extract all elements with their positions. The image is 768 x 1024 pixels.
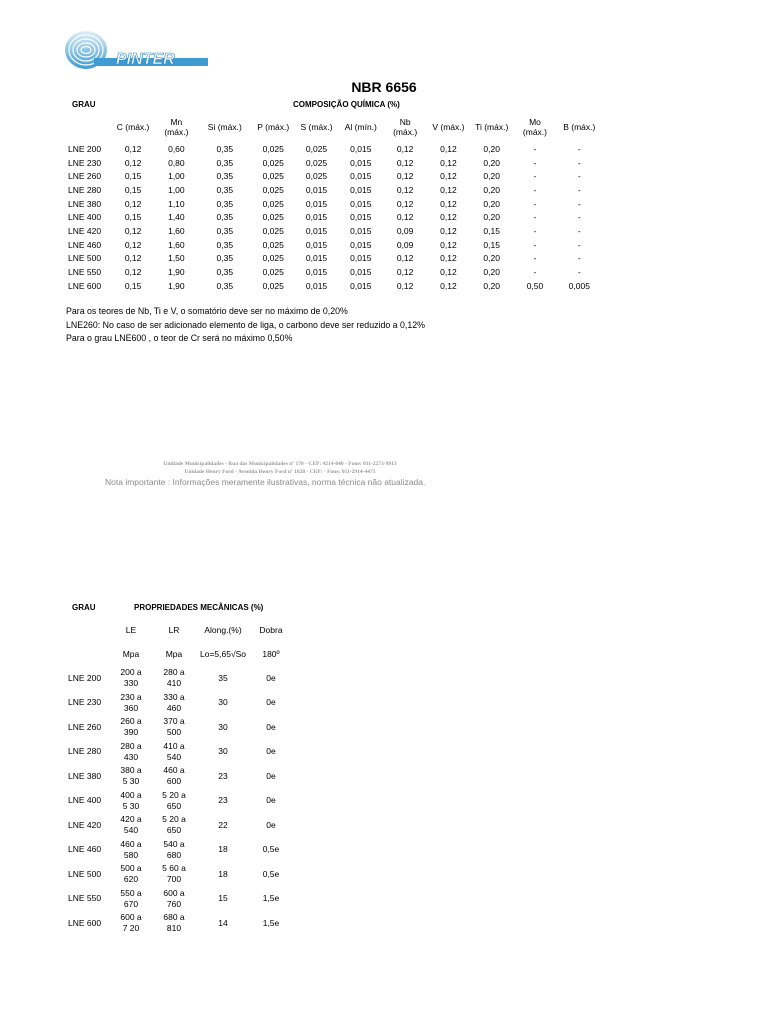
table-cell: 1,90 (168, 280, 185, 291)
grade-cell: LNE 400 (68, 212, 102, 223)
table-cell: 0,15 (124, 171, 142, 182)
column-header: Mo (máx.) (522, 117, 548, 137)
table-cell: 0,15 (124, 212, 142, 223)
address-line: Unidade Henry Ford - Avenida Henry Ford nº 1028 - CEP: - Fone: 011-2914-4471 (184, 469, 376, 475)
table-cell: 0,025 (262, 267, 284, 278)
table-cell: 0,20 (483, 280, 500, 291)
table-cell: 0,35 (216, 212, 234, 223)
table-row (62, 156, 602, 170)
column-header: S (máx.) (300, 122, 333, 132)
table-cell: 0,80 (168, 157, 185, 168)
column-header: LR (168, 625, 180, 635)
table-cell: 380 a 5 30 (120, 765, 142, 787)
table-cell: 0,20 (483, 267, 500, 278)
table-cell: 0,025 (262, 184, 284, 195)
table-cell: 15 (218, 893, 228, 904)
table-cell: 5 20 a 650 (162, 814, 186, 836)
table-cell: 0,015 (350, 239, 372, 250)
table-row (62, 666, 292, 691)
table-cell: 0,35 (216, 184, 234, 195)
table-cell: 0,12 (440, 198, 457, 209)
grade-cell: LNE 460 (68, 844, 102, 855)
table-cell: 0,015 (350, 267, 372, 278)
table-cell: 18 (218, 868, 228, 879)
grade-cell: LNE 260 (68, 721, 102, 732)
table-cell: 0,12 (124, 253, 142, 264)
table-cell: 0e (266, 721, 276, 732)
table-cell: 30 (218, 746, 228, 757)
grade-cell: LNE 200 (68, 672, 102, 683)
table-cell: 0e (266, 770, 276, 781)
table-cell: 1,90 (168, 267, 185, 278)
table-cell: 22 (218, 819, 228, 830)
table-cell: 0e (266, 746, 276, 757)
table-cell: 1,40 (168, 212, 185, 223)
footer-address (120, 460, 440, 476)
table-cell: 0,015 (305, 280, 328, 291)
table-cell: 0,12 (440, 143, 457, 154)
grade-cell: LNE 280 (68, 746, 102, 757)
table-cell: 0,60 (168, 143, 185, 154)
table-cell: 0,20 (483, 253, 500, 264)
table-cell: 410 a 540 (163, 740, 185, 762)
mechanical-properties-table (62, 618, 292, 936)
table-cell: 0,12 (396, 198, 414, 209)
table2-group-label: PROPRIEDADES MECÂNICAS (%) (134, 603, 264, 612)
table-cell: 0,015 (350, 184, 372, 195)
table-row (62, 238, 602, 252)
table-cell: 0,35 (216, 267, 234, 278)
table-cell: 0,12 (440, 239, 457, 250)
table-cell: 0,025 (305, 157, 328, 168)
table-cell: 0,15 (124, 184, 142, 195)
table-cell: 0,12 (440, 280, 457, 291)
grade-cell: LNE 260 (68, 171, 102, 182)
table-cell: 230 a 360 (120, 691, 142, 713)
table-cell: 0,025 (262, 225, 284, 236)
table-cell: 0,12 (396, 280, 414, 291)
table-cell: - (577, 157, 581, 168)
table-row (62, 740, 292, 765)
table-cell: 0,12 (124, 267, 142, 278)
table-cell: 0,025 (262, 157, 284, 168)
table-cell: 0,025 (305, 171, 328, 182)
grade-cell: LNE 420 (68, 225, 102, 236)
table-cell: - (577, 198, 581, 209)
table-cell: 0,025 (262, 143, 284, 154)
table-cell: 0,015 (350, 225, 372, 236)
table-cell: 0,09 (396, 225, 414, 236)
grade-cell: LNE 230 (68, 157, 102, 168)
note-line: LNE260: No caso de ser adicionado elemento de liga, o carbono deve ser reduzido a 0,12% (66, 319, 425, 330)
table-row (62, 911, 292, 936)
grade-cell: LNE 460 (68, 239, 102, 250)
table-cell: - (577, 253, 581, 264)
unit-header: 180º (262, 649, 280, 659)
page-title: NBR 6656 (351, 79, 417, 95)
table-cell: 1,50 (168, 253, 185, 264)
notes (66, 305, 425, 346)
table-row (62, 691, 292, 716)
grade-cell: LNE 380 (68, 770, 102, 781)
table-cell: 0,025 (262, 198, 284, 209)
table-cell: 0,015 (350, 171, 372, 182)
table-cell: 0,12 (440, 212, 457, 223)
table-cell: 0,20 (483, 184, 500, 195)
table-cell: - (533, 212, 537, 223)
table-cell: 0,12 (396, 171, 414, 182)
table-cell: 280 a 430 (120, 740, 142, 762)
table-cell: 0e (266, 697, 276, 708)
table-cell: 0,025 (262, 253, 284, 264)
table-row (62, 210, 602, 224)
table-cell: 1,60 (168, 225, 185, 236)
table-cell: 0,12 (440, 267, 457, 278)
table-cell: 0,35 (216, 157, 234, 168)
table-cell: 0,12 (396, 143, 414, 154)
table-cell: 1,00 (168, 171, 185, 182)
table-cell: 1,60 (168, 239, 185, 250)
table-row (62, 224, 602, 238)
table-row (62, 813, 292, 838)
table1-grau-label: GRAU (72, 100, 96, 109)
table-cell: 0,025 (305, 143, 328, 154)
table-cell: 0,015 (305, 225, 328, 236)
table-row (62, 183, 602, 197)
table-cell: 0,35 (216, 171, 234, 182)
table-cell: 0,005 (568, 280, 590, 291)
table-cell: - (577, 184, 581, 195)
table-cell: 330 a 460 (163, 691, 185, 713)
grade-cell: LNE 230 (68, 697, 102, 708)
table-cell: 460 a 580 (120, 838, 142, 860)
table-cell: 5 20 a 650 (162, 789, 186, 811)
table-row (62, 715, 292, 740)
note-line: Para o grau LNE600 , o teor de Cr será no máximo 0,50% (66, 333, 293, 343)
table-cell: 550 a 670 (120, 887, 142, 909)
table-row (62, 265, 602, 279)
table-cell: 0,50 (526, 280, 544, 291)
column-header: Nb (máx.) (393, 117, 418, 137)
table-cell: - (533, 184, 537, 195)
table-cell: 540 a 680 (163, 838, 185, 860)
table-cell: 280 a 410 (163, 667, 185, 689)
table-cell: 0,35 (216, 198, 234, 209)
unit-header: Mpa (122, 649, 140, 659)
table-cell: 35 (218, 672, 228, 683)
grade-cell: LNE 550 (68, 267, 102, 278)
table-cell: 14 (218, 917, 228, 928)
table-cell: 0,12 (124, 239, 142, 250)
table-cell: 0,12 (396, 184, 414, 195)
table-cell: 420 a 540 (120, 814, 142, 836)
table-cell: 0,025 (262, 212, 284, 223)
table-cell: 0e (266, 819, 276, 830)
table-cell: 0,20 (483, 143, 500, 154)
table-cell: 1,00 (168, 184, 185, 195)
table-cell: 0,15 (124, 280, 142, 291)
table-cell: - (533, 171, 537, 182)
table-cell: 0,015 (305, 212, 328, 223)
table-cell: 0,12 (124, 225, 142, 236)
table-cell: 0,12 (396, 253, 414, 264)
table-cell: 5 60 a 700 (162, 863, 186, 885)
table-cell: 0,12 (396, 212, 414, 223)
table-cell: 0,015 (305, 267, 328, 278)
grade-cell: LNE 380 (68, 198, 102, 209)
column-header: Dobra (259, 625, 283, 635)
table-cell: 0,015 (305, 184, 328, 195)
table-cell: 600 a 760 (163, 887, 185, 909)
column-header: Mn (máx.) (164, 117, 189, 137)
grade-cell: LNE 420 (68, 819, 102, 830)
table-row (62, 862, 292, 887)
table-cell: - (533, 267, 537, 278)
table-cell: 0,15 (483, 225, 500, 236)
column-header: Si (máx.) (207, 122, 242, 132)
table-cell: 0,15 (483, 239, 500, 250)
table-cell: 0,015 (350, 253, 372, 264)
grade-cell: LNE 550 (68, 893, 102, 904)
note-line: Para os teores de Nb, Ti e V, o somatório deve ser no máximo de 0,20% (66, 306, 348, 316)
table-cell: 0,015 (350, 143, 372, 154)
column-header: Ti (máx.) (475, 122, 509, 132)
table-cell: - (577, 143, 581, 154)
table-cell: 0,35 (216, 239, 234, 250)
table-cell: 0,015 (350, 212, 372, 223)
grade-cell: LNE 600 (68, 280, 102, 291)
table-row (62, 764, 292, 789)
table-cell: - (533, 198, 537, 209)
grade-cell: LNE 280 (68, 184, 102, 195)
table-cell: 0,20 (483, 198, 500, 209)
table-cell: 23 (218, 770, 228, 781)
column-header: C (máx.) (116, 122, 150, 132)
table-row (62, 142, 602, 156)
footer-note: Nota importante : Informações meramente ilustrativas, norma técnica não atualizada. (105, 477, 426, 487)
table-cell: 680 a 810 (163, 912, 185, 934)
chemical-composition-table (62, 112, 602, 293)
table-cell: 0,35 (216, 225, 234, 236)
table-cell: 0,025 (262, 280, 284, 291)
column-header: Along.(%) (204, 625, 242, 635)
pinter-logo (64, 30, 210, 72)
table-cell: - (577, 267, 581, 278)
table-cell: 370 a 500 (163, 716, 185, 738)
table-cell: - (577, 239, 581, 250)
table-cell: 0,12 (396, 267, 414, 278)
table-cell: 0e (266, 795, 276, 806)
table-cell: 0,35 (216, 253, 234, 264)
table-row (62, 789, 292, 814)
table-cell: 0,12 (396, 157, 414, 168)
grade-cell: LNE 600 (68, 917, 102, 928)
grade-cell: LNE 500 (68, 253, 102, 264)
table-cell: 0,5e (262, 868, 280, 879)
grade-cell: LNE 400 (68, 795, 102, 806)
column-header: LE (125, 625, 137, 635)
table-cell: 0,12 (440, 184, 457, 195)
unit-header: Lo=5,65√So (199, 649, 247, 659)
table-cell: 0,35 (216, 280, 234, 291)
table-cell: - (533, 239, 537, 250)
table-row (62, 252, 602, 266)
table-cell: 1,10 (168, 198, 185, 209)
table-cell: 460 a 600 (163, 765, 185, 787)
table-cell: 0,025 (262, 171, 284, 182)
table-cell: 500 a 620 (120, 863, 142, 885)
logo-text: PINTER (116, 51, 175, 68)
grade-cell: LNE 500 (68, 868, 102, 879)
table-cell: - (577, 171, 581, 182)
table-cell: 0,015 (350, 157, 372, 168)
table-cell: 0e (266, 672, 276, 683)
table-cell: 400 a 5 30 (120, 789, 142, 811)
table-cell: 1,5e (262, 893, 280, 904)
table-row (62, 887, 292, 912)
table-cell: 0,12 (440, 157, 457, 168)
table-cell: 0,015 (305, 253, 328, 264)
table-cell: 0,20 (483, 212, 500, 223)
table1-group-label: COMPOSIÇÃO QUÍMICA (%) (293, 100, 400, 109)
table-cell: 23 (218, 795, 228, 806)
table-cell: 260 a 390 (120, 716, 142, 738)
table-cell: 0,20 (483, 171, 500, 182)
table-cell: - (577, 212, 581, 223)
table-cell: 0,20 (483, 157, 500, 168)
table-row (62, 279, 602, 293)
table-cell: 0,12 (440, 225, 457, 236)
table-cell: 0,12 (440, 253, 457, 264)
table-cell: 18 (218, 844, 228, 855)
column-header: Al (mín.) (344, 122, 377, 132)
table-cell: - (533, 225, 537, 236)
table-cell: 0,12 (124, 198, 142, 209)
table-cell: - (533, 157, 537, 168)
grade-cell: LNE 200 (68, 143, 102, 154)
table-cell: 600 a 7 20 (120, 912, 142, 934)
column-header: V (máx.) (432, 122, 465, 132)
table-cell: 0,09 (396, 239, 414, 250)
table-cell: 0,12 (124, 157, 142, 168)
table-cell: 30 (218, 697, 228, 708)
table-cell: 0,35 (216, 143, 234, 154)
table2-grau-label: GRAU (72, 603, 96, 612)
table-cell: 1,5e (262, 917, 280, 928)
table-cell: 0,5e (262, 844, 280, 855)
table-cell: 0,015 (305, 239, 328, 250)
unit-header: Mpa (165, 649, 183, 659)
table-row (62, 838, 292, 863)
table-cell: 200 a 330 (120, 667, 142, 689)
table-cell: - (577, 225, 581, 236)
table-cell: 0,015 (350, 198, 372, 209)
table-cell: 0,025 (262, 239, 284, 250)
table-cell: 0,12 (440, 171, 457, 182)
table-cell: - (533, 253, 537, 264)
table-cell: 30 (218, 721, 228, 732)
address-line: Unidade Municipalidades - Rua das Municipalidades nº 170 - CEP: 4214-040 - Fone: 011-2273-9913 (163, 461, 397, 467)
table-cell: 0,015 (305, 198, 328, 209)
column-header: P (máx.) (257, 122, 290, 132)
table-cell: 0,015 (350, 280, 372, 291)
table-row (62, 197, 602, 211)
table-cell: - (533, 143, 537, 154)
column-header: B (máx.) (563, 122, 596, 132)
table-cell: 0,12 (124, 143, 142, 154)
table-row (62, 169, 602, 183)
